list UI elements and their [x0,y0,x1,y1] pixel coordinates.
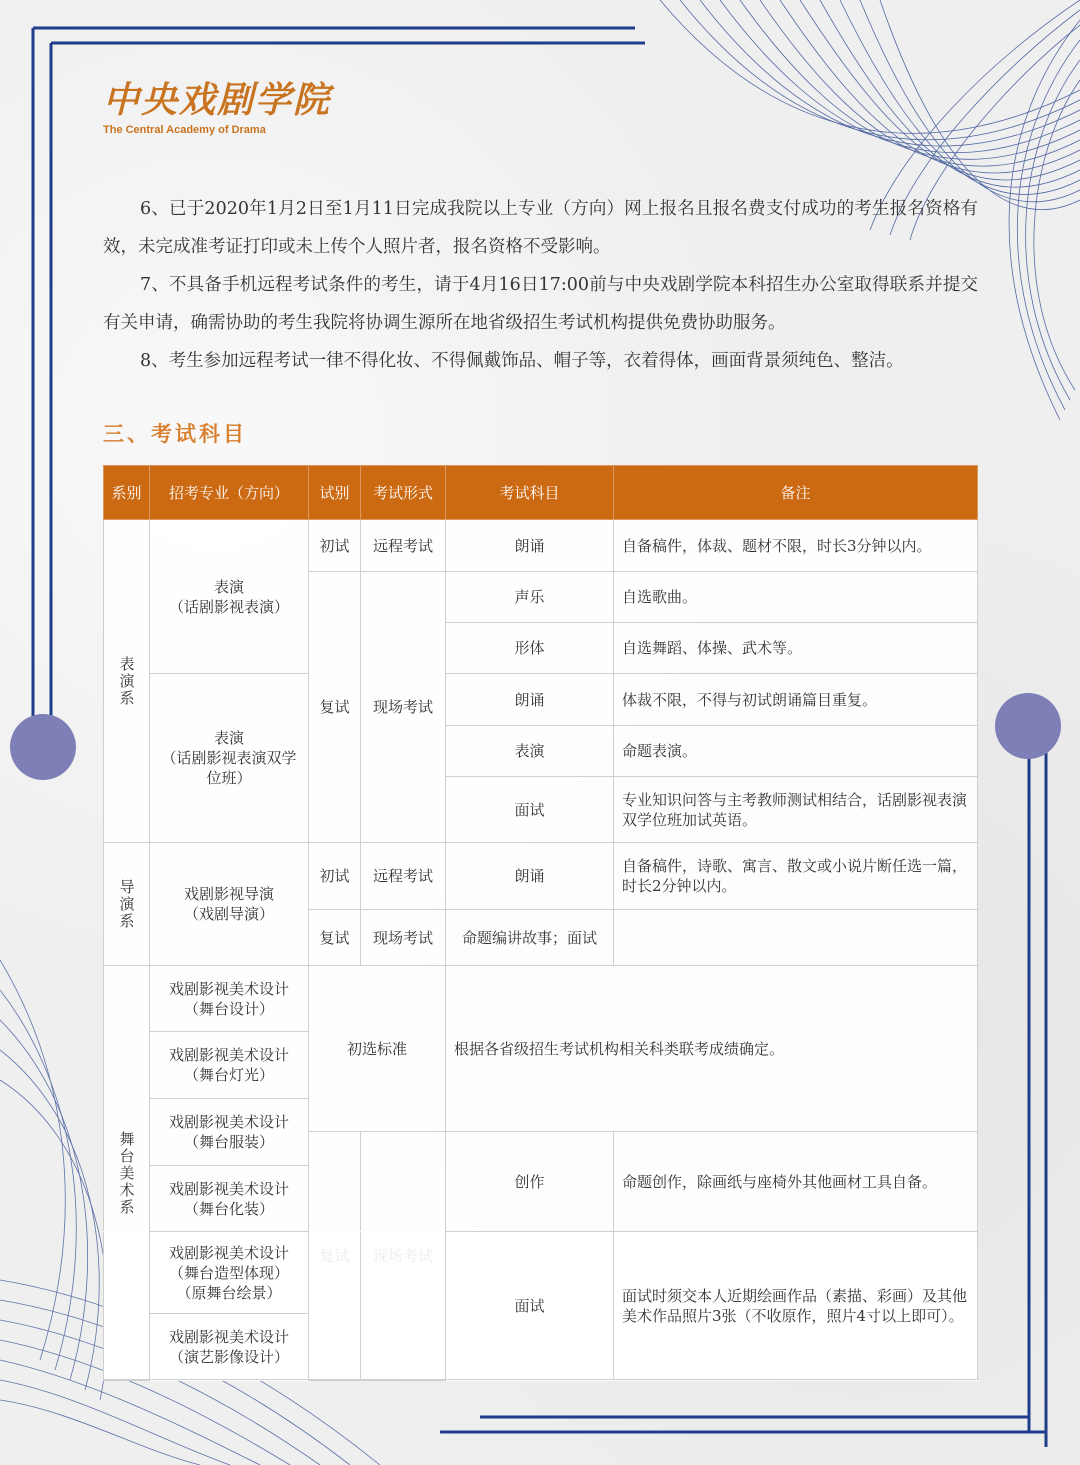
header-form: 考试形式 [361,466,446,520]
section-title: 三、考试科目 [103,421,247,446]
paragraph-6: 6、已于2020年1月2日至1月11日完成我院以上专业（方向）网上报名且报名费支付成功的考生报名资格有效，未完成准考证打印或未上传个人照片者，报名资格不受影响。 [103,199,978,257]
round-cell: 复试 [309,572,361,843]
form-cell: 现场考试 [361,572,446,843]
major-performance: 表演 （话剧影视表演） [150,520,309,674]
note-cell: 命题表演。 [614,726,978,777]
table-row [104,843,978,910]
major-performance-double-degree: 表演 （话剧影视表演双学位班） [150,674,309,843]
note-cell: 自备稿件，体裁、题材不限，时长3分钟以内。 [614,520,978,572]
subject-cell: 创作 [446,1132,614,1233]
header-note: 备注 [614,466,978,520]
round-cell: 复试 [309,910,361,966]
form-cell: 远程考试 [361,520,446,572]
subject-cell: 面试 [446,777,614,843]
subject-cell: 朗诵 [446,520,614,572]
major-stage: 戏剧影视美术设计 （舞台化装） [150,1166,309,1233]
table-row [104,520,978,572]
academy-logo [103,80,331,136]
subject-cell: 表演 [446,726,614,777]
form-cell: 远程考试 [361,843,446,910]
paragraph-8: 8、考生参加远程考试一律不得化妆、不得佩戴饰品、帽子等，衣着得体，画面背景须纯色、整洁。 [140,351,904,371]
header-dept: 系别 [104,466,150,520]
note-cell: 体裁不限，不得与初试朗诵篇目重复。 [614,674,978,726]
note-cell: 命题创作，除画纸与座椅外其他画材工具自备。 [614,1132,978,1233]
exam-subjects-table-bottom [103,1231,978,1380]
major-stage: 戏剧影视美术设计 （演艺影像设计） [150,1314,309,1380]
preselect-cell: 初选标准 [309,966,446,1132]
note-cell: 自选歌曲。 [614,572,978,623]
round-cell: 初试 [309,520,361,572]
form-cell: 现场考试 [361,910,446,966]
logo-chinese-name: 中央戏剧学院 [103,79,332,121]
major-directing: 戏剧影视导演 （戏剧导演） [150,843,309,966]
major-stage: 戏剧影视美术设计 （舞台灯光） [150,1032,309,1099]
table-row [104,966,978,1032]
subject-cell: 形体 [446,623,614,674]
subject-cell: 朗诵 [446,843,614,910]
table-row [104,674,978,726]
table-header-row [104,466,978,520]
note-cell [614,910,978,966]
preselect-note-cell: 根据各省级招生考试机构相关科类联考成绩确定。 [446,966,978,1132]
subject-cell: 声乐 [446,572,614,623]
subject-cell: 朗诵 [446,674,614,726]
logo-english-name: The Central Academy of Drama [103,124,266,136]
dept-stage-art: 舞台美术系 [104,966,150,1381]
subject-cell: 命题编讲故事；面试 [446,910,614,966]
dept-directing: 导演系 [104,843,150,966]
header-round: 试别 [309,466,361,520]
major-stage: 戏剧影视美术设计 （舞台造型体现） （原舞台绘景） [150,1232,309,1314]
dept-performance: 表演系 [104,520,150,843]
major-stage: 戏剧影视美术设计 （舞台设计） [150,966,309,1032]
subject-cell: 面试 [446,1232,614,1380]
table-row [104,1232,978,1314]
note-cell: 面试时须交本人近期绘画作品（素描、彩画）及其他美术作品照片3张（不收原作，照片4寸以上即可）。 [614,1232,978,1380]
header-subject: 考试科目 [446,466,614,520]
note-cell: 专业知识问答与主考教师测试相结合，话剧影视表演双学位班加试英语。 [614,777,978,843]
round-cell: 初试 [309,843,361,910]
notice-paragraphs [103,190,978,380]
paragraph-7: 7、不具备手机远程考试条件的考生，请于4月16日17:00前与中央戏剧学院本科招生办公室取得联系并提交有关申请，确需协助的考生我院将协调生源所在地省级招生考试机构提供免费协助服务。 [103,275,978,333]
major-stage: 戏剧影视美术设计 （舞台服装） [150,1099,309,1166]
note-cell: 自备稿件，诗歌、寓言、散文或小说片断任选一篇，时长2分钟以内。 [614,843,978,910]
header-major: 招考专业（方向） [150,466,309,520]
note-cell: 自选舞蹈、体操、武术等。 [614,623,978,674]
